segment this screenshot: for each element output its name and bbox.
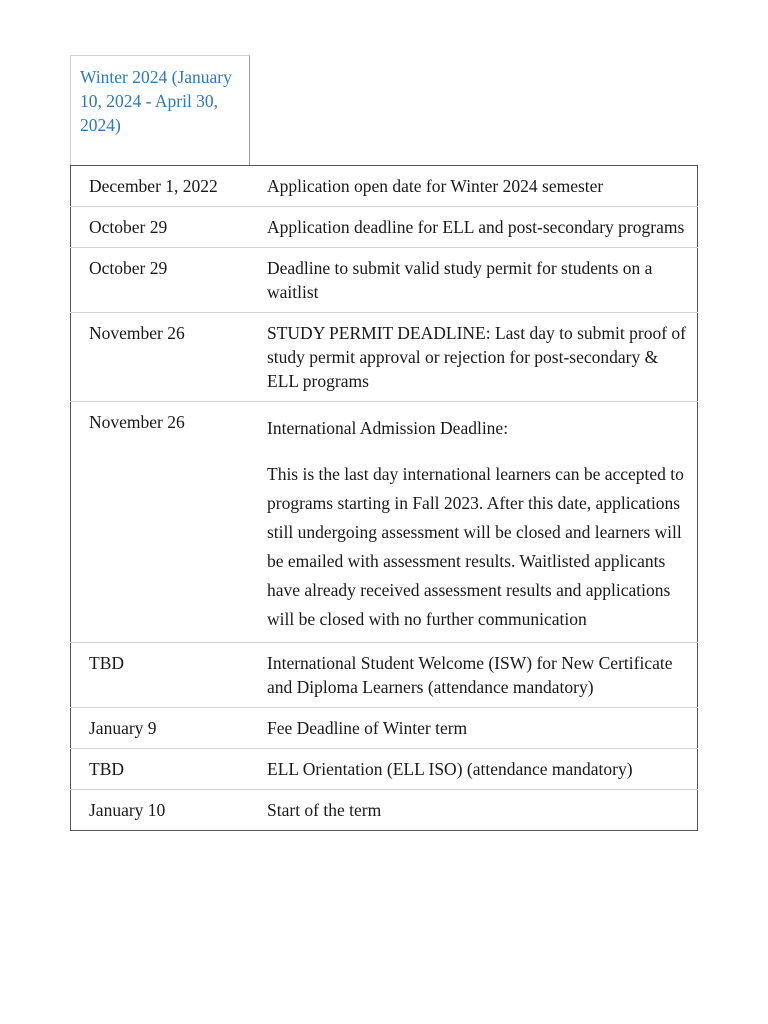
date-cell: October 29: [71, 207, 250, 248]
date-cell: TBD: [71, 749, 250, 790]
term-header-cell: [70, 55, 250, 165]
description-cell: Application open date for Winter 2024 semester: [249, 166, 698, 207]
admission-deadline-heading: International Admission Deadline:: [267, 418, 509, 438]
description-cell: ELL Orientation (ELL ISO) (attendance mandatory): [249, 749, 698, 790]
table-row: [71, 207, 698, 248]
term-title: Winter 2024 (January 10, 2024 - April 30, 2024): [80, 67, 232, 135]
description-cell: International Student Welcome (ISW) for New Certificate and Diploma Learners (attendance mandatory): [249, 643, 698, 708]
date-cell: November 26: [71, 402, 250, 643]
description-cell: Application deadline for ELL and post-secondary programs: [249, 207, 698, 248]
table-row: [71, 313, 698, 402]
description-cell: Deadline to submit valid study permit for students on a waitlist: [249, 248, 698, 313]
date-cell: November 26: [71, 313, 250, 402]
date-cell: October 29: [71, 248, 250, 313]
table-row: [71, 643, 698, 708]
table-row: [71, 749, 698, 790]
table-row: [71, 248, 698, 313]
date-cell: December 1, 2022: [71, 166, 250, 207]
table-row: [71, 790, 698, 831]
schedule-table: [70, 165, 698, 831]
date-cell: January 10: [89, 800, 166, 820]
date-cell: TBD: [71, 643, 250, 708]
description-cell: [249, 402, 698, 643]
description-cell: STUDY PERMIT DEADLINE: Last day to submit proof of study permit approval or rejection for post-secondary & ELL programs: [249, 313, 698, 402]
table-row: [71, 402, 698, 643]
description-cell: Fee Deadline of Winter term: [249, 708, 698, 749]
date-cell: January 9: [71, 708, 250, 749]
table-row: [71, 708, 698, 749]
description-cell: Start of the term: [267, 800, 382, 820]
table-row: [71, 166, 698, 207]
admission-deadline-detail: This is the last day international learners can be accepted to programs starting in Fall 2023. After this date, applications still undergoing assessment will be closed and learners will be emailed with assessment results. Waitlisted applicants have already received assessment results and applications will be closed with no further communication: [267, 464, 684, 629]
